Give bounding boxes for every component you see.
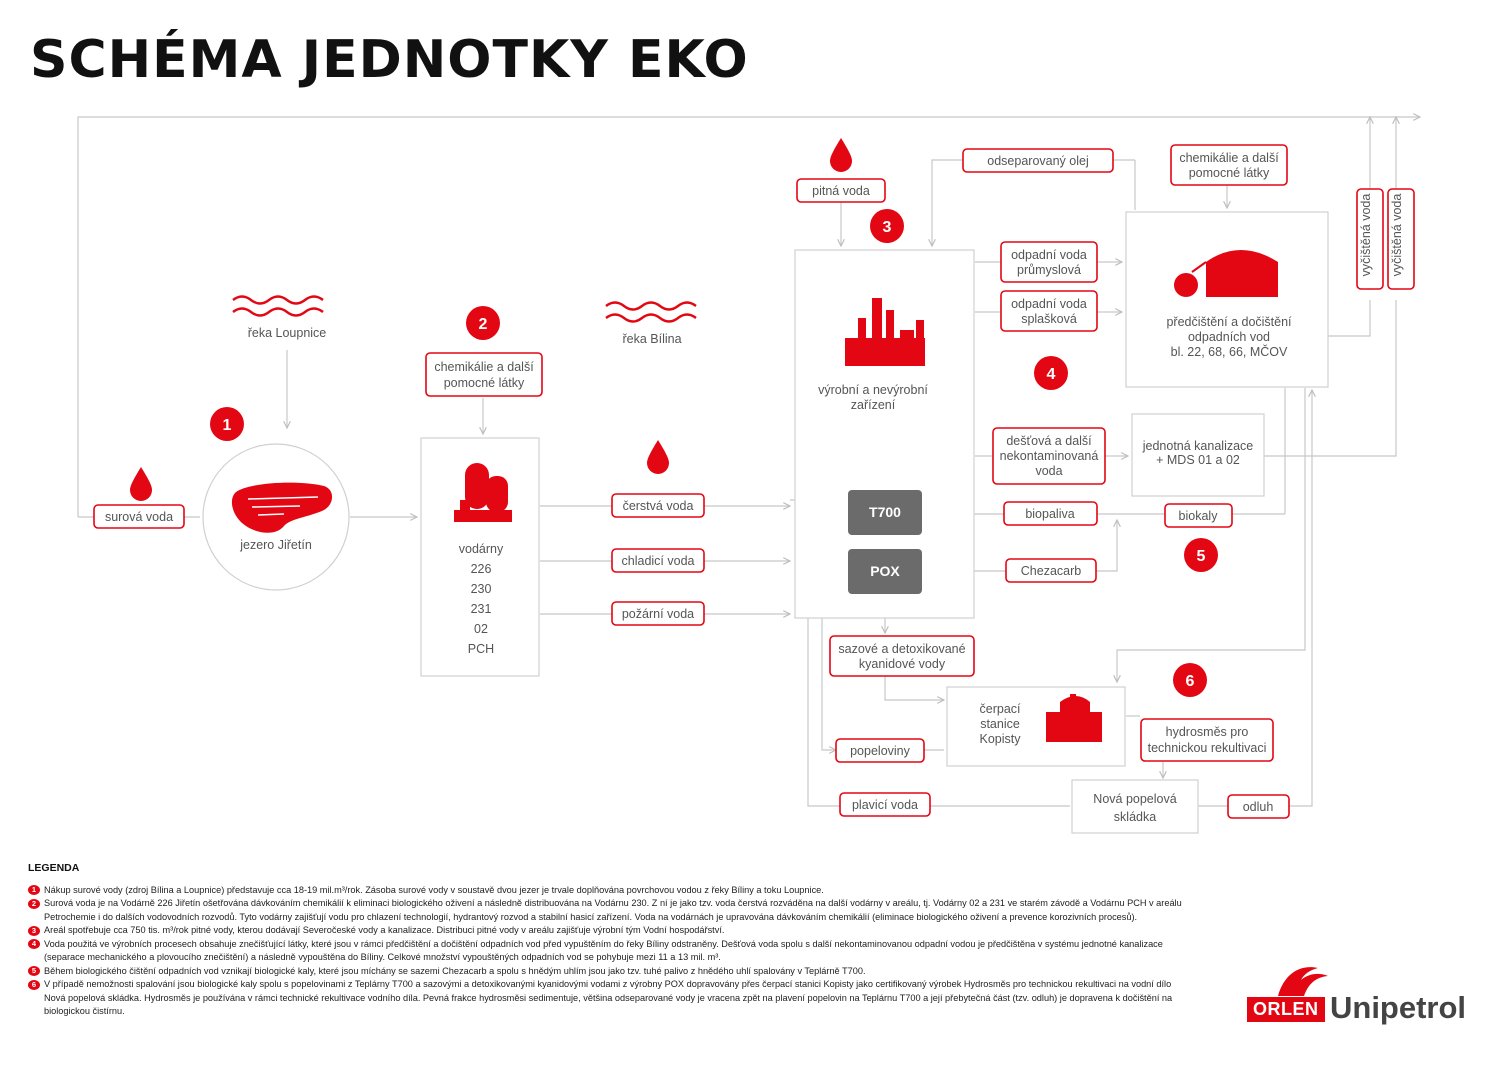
legend-number: 4 — [28, 939, 40, 949]
vodarny-label-3: 231 — [470, 602, 492, 616]
pill-cerstva-voda-label: čerstvá voda — [622, 499, 694, 513]
pill-vycistena-1-label: vyčištěná voda — [1359, 193, 1373, 277]
production-label-1: zařízení — [850, 398, 896, 412]
droplet-icon — [130, 467, 152, 501]
wave-icon-bilina — [606, 303, 696, 322]
page-title: SCHÉMA JEDNOTKY EKO — [30, 30, 749, 90]
sewer-label-1: + MDS 01 a 02 — [1156, 453, 1240, 467]
svg-text:1: 1 — [222, 417, 232, 434]
legend-text: Voda použitá ve výrobních procesech obsahuje znečišťující látky, které jsou v rámci předčištění a dočištění odpadních vod před vypuštěním do řeky Bíliny odstraněny. Dešťová voda spolu s další nekontaminovanou odpadní vodou je předčištěna v systému jednotné kanalizace (separace mechanického a plovoucího znečištění) a následně vypouštěna do Bíliny. Celkové množství vypouštěných odpadních vod se pohybuje mezi 11 a 13 mil. m³. — [44, 938, 1163, 962]
legend-number: 2 — [28, 899, 40, 909]
vodarny-label-4: 02 — [474, 622, 488, 636]
legend-text: Areál spotřebuje cca 750 tis. m³/rok pitné vody, kterou dodávají Severočeské vody a kanalizace. Distribuci pitné vody v areálu zajišťuje výrobní tým Vodní hospodářství. — [44, 925, 725, 935]
pill-chemikalie-1-label-0: chemikálie a další — [434, 360, 534, 374]
pill-chladici-voda-label: chladicí voda — [621, 554, 695, 568]
legend-title: LEGENDA — [28, 862, 80, 874]
eagle-icon — [1274, 960, 1334, 1000]
company-logo — [1244, 960, 1484, 1030]
legend-item — [28, 897, 1188, 924]
pill-odseparovany-olej-label: odseparovaný olej — [987, 154, 1089, 168]
pill-hydrosmes-label-1: technickou rekultivaci — [1147, 741, 1267, 755]
pill-destova-label-2: voda — [1035, 464, 1063, 478]
pill-hydrosmes-label-0: hydrosměs pro — [1165, 725, 1249, 739]
treatment-label-2: bl. 22, 68, 66, MČOV — [1170, 345, 1288, 359]
svg-text:6: 6 — [1185, 673, 1195, 690]
landfill-label-0: Nová popelová — [1093, 792, 1177, 806]
legend-number: 6 — [28, 980, 40, 990]
pill-odpadni-prumyslova-label-1: průmyslová — [1017, 263, 1081, 277]
pump-station-label-1: stanice — [980, 717, 1020, 731]
pill-sazove-label-1: kyanidové vody — [858, 657, 946, 671]
pill-chemikalie-2-label-1: pomocné látky — [1188, 166, 1270, 180]
pill-plavici-voda-label: plavicí voda — [851, 798, 919, 812]
legend-item — [28, 978, 1188, 1019]
pill-pozarni-voda-label: požární voda — [621, 607, 695, 621]
legend-text: Surová voda je na Vodárně 226 Jiřetín ošetřována dávkováním chemikálií k eliminaci biologického oživení a následně distribuována na Vodárnu 230. Z ní je jako tzv. voda čerstvá rozváděna na další vodárny v areálu, tj. Vodárny 02 a 231 ve starém závodě a Vodárnu PCH v areálu Petrochemie i do dalších vodovodních rozvodů. Tyto vodárny zajišťují vodu pro chlazení technologií, hydrantový rozvod a stabilní hasicí zařízení. Voda na vodárnách je upravována dávkováním chemikálií (eliminace biologického oživení a prevence korozivních procesů). — [44, 898, 1182, 922]
landfill-label-1: skládka — [1113, 810, 1157, 824]
svg-text:4: 4 — [1046, 366, 1056, 383]
pill-chemikalie-2-label-0: chemikálie a další — [1179, 151, 1279, 165]
pox-label: POX — [870, 563, 900, 579]
logo-brand: ORLEN — [1247, 997, 1325, 1022]
pill-vycistena-2-label: vyčištěná voda — [1390, 193, 1404, 277]
pill-biokaly-label: biokaly — [1178, 509, 1218, 523]
marker-6 — [1173, 663, 1207, 697]
marker-1 — [210, 407, 244, 441]
droplet-icon — [830, 138, 852, 172]
svg-text:2: 2 — [478, 316, 488, 333]
marker-3 — [870, 209, 904, 243]
legend-text: V případě nemožnosti spalování jsou biologické kaly spolu s popelovinami z Teplárny T700 a sazovými a detoxikovanými kyanidovými vodami z výrobny POX dopravovány přes čerpací stanici Kopisty jako certifikovaný výrobek Hydrosměs pro technickou rekultivaci na vodní dílo Nová popelová skládka. Hydrosměs je používána v rámci technické rekultivace vodního díla. Pevná frakce hydrosměsi sedimentuje, většina odseparované vody je vracena zpět na plavení popelovin na Teplárnu T700 a její přebytečná část (tzv. odluh) je dopravena k dočištění na biologickou čistírnu. — [44, 979, 1173, 1016]
pill-odpadni-splaskova-label-0: odpadní voda — [1011, 297, 1087, 311]
vodarny-label-5: PCH — [467, 642, 495, 656]
svg-text:5: 5 — [1196, 548, 1206, 565]
lake-label: jezero Jiřetín — [240, 538, 312, 552]
marker-2 — [466, 306, 500, 340]
legend-item — [28, 884, 1188, 898]
pill-odpadni-splaskova-label-1: splašková — [1021, 312, 1077, 326]
vodarny-label-2: 230 — [470, 582, 492, 596]
treatment-label-1: odpadních vod — [1187, 330, 1271, 344]
legend-number: 1 — [28, 885, 40, 895]
river-loupnice-label: řeka Loupnice — [247, 326, 327, 340]
legend-number: 3 — [28, 926, 40, 936]
svg-text:3: 3 — [882, 219, 892, 236]
droplet-icon — [647, 440, 669, 474]
legend-text: Během biologického čištění odpadních vod vznikají biologické kaly, které jsou míchány se sazemi Chezacarb a spolu s hnědým uhlím jsou jako tzv. tuhé palivo z hnědého uhlí spalovány v Teplárně T700. — [44, 965, 866, 976]
legend-number: 5 — [28, 966, 40, 976]
landfill-node — [1072, 780, 1198, 833]
pill-chezacarb-label: Chezacarb — [1020, 564, 1082, 578]
t700-label: T700 — [869, 504, 901, 520]
legend-item — [28, 965, 1188, 979]
river-bilina-label: řeka Bílina — [622, 332, 682, 346]
production-label-0: výrobní a nevýrobní — [818, 383, 928, 397]
legend-text: Nákup surové vody (zdroj Bílina a Loupnice) představuje cca 18-19 mil.m³/rok. Zásoba surové vody v soustavě dvou jezer je trvale doplňována povrchovou vodou z řeky Bíliny a toku Loupnice. — [44, 884, 824, 895]
pump-station-label-2: Kopisty — [979, 732, 1021, 746]
pump-station-label-0: čerpací — [979, 702, 1021, 716]
legend-item — [28, 924, 1188, 938]
wave-icon-loupnice — [233, 297, 323, 316]
marker-4 — [1034, 356, 1068, 390]
pill-destova-label-0: dešťová a další — [1006, 434, 1092, 448]
pill-pitna-voda-label: pitná voda — [812, 184, 870, 198]
vodarny-label-1: 226 — [470, 562, 492, 576]
treatment-label-0: předčištění a dočištění — [1166, 315, 1292, 329]
pill-sazove-label-0: sazové a detoxikované — [838, 642, 966, 656]
pill-odpadni-prumyslova-label-0: odpadní voda — [1011, 248, 1087, 262]
pill-chemikalie-1-label-1: pomocné látky — [443, 376, 525, 390]
pill-popeloviny-label: popeloviny — [850, 744, 910, 758]
pill-destova-label-1: nekontaminovaná — [999, 449, 1099, 463]
legend — [28, 862, 1188, 1019]
pill-surova-voda-label: surová voda — [104, 510, 174, 524]
pill-odluh-label: odluh — [1242, 800, 1274, 814]
treatment-plant-node — [1126, 212, 1328, 387]
marker-5 — [1184, 538, 1218, 572]
logo-company: Unipetrol — [1330, 990, 1467, 1025]
sewer-label-0: jednotná kanalizace — [1142, 439, 1254, 453]
vodarny-label-0: vodárny — [458, 542, 504, 556]
legend-item — [28, 938, 1188, 965]
pill-biopaliva-label: biopaliva — [1025, 507, 1075, 521]
